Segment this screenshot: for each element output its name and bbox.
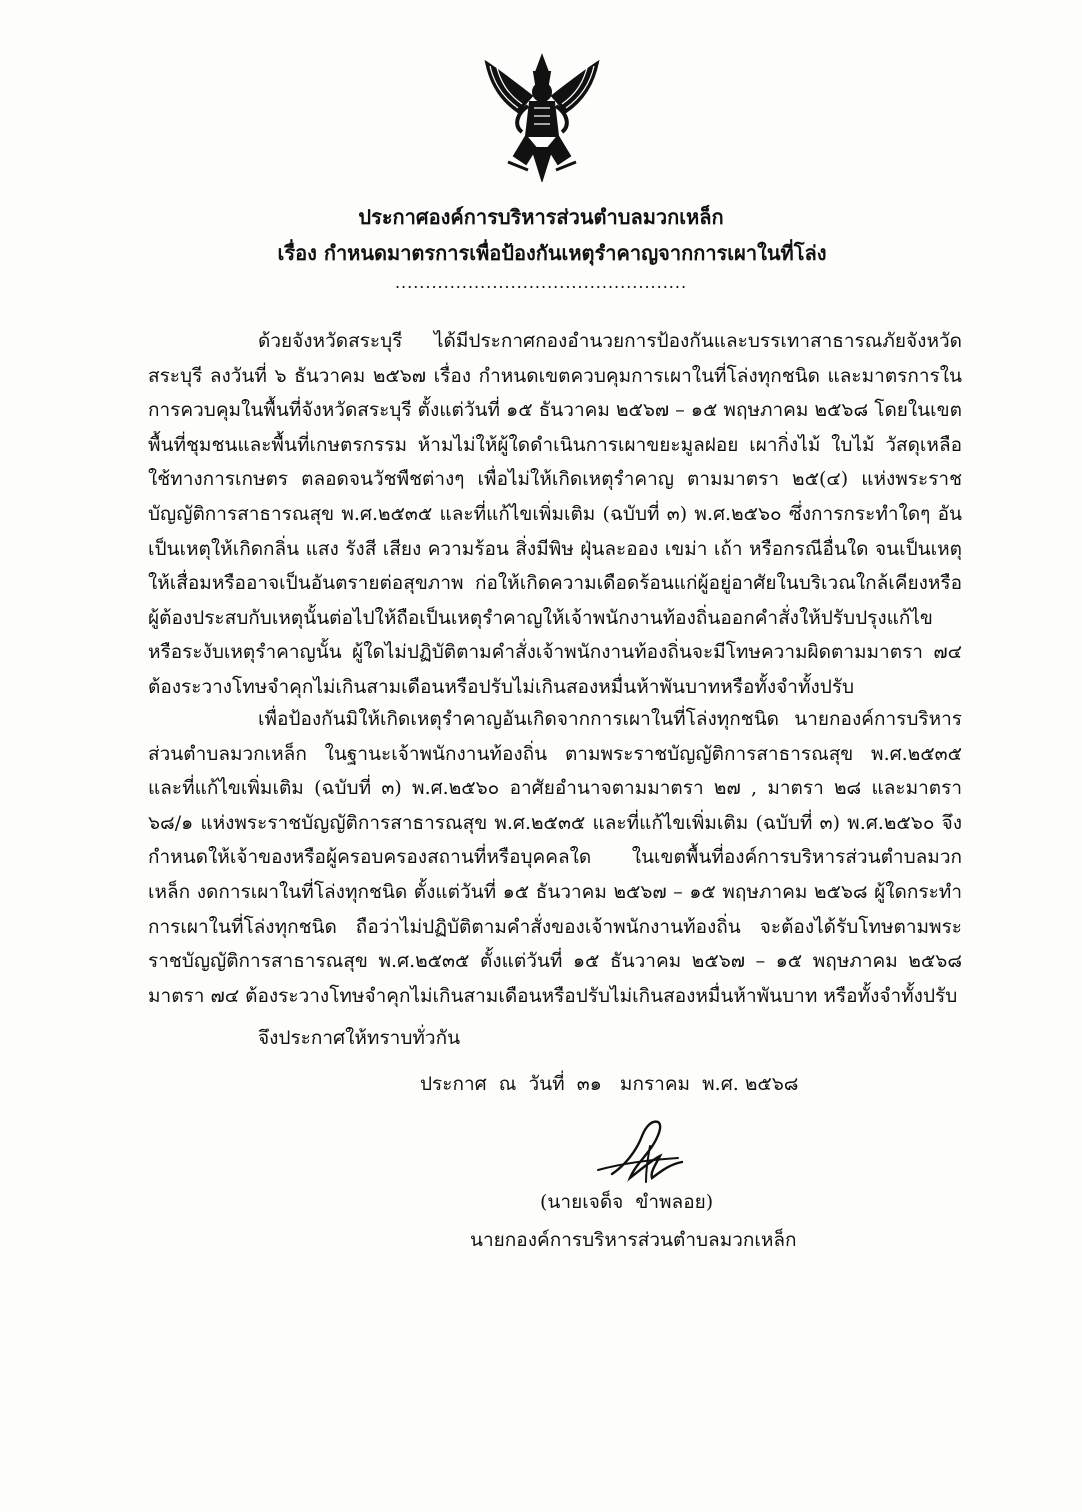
handwritten-signature-icon xyxy=(590,1112,700,1192)
signer-position: นายกองค์การบริหารส่วนตำบลมวกเหล็ก xyxy=(470,1229,797,1251)
title-separator: ................................................ xyxy=(394,273,688,292)
signer-name: (นายเจด็จ ขำพลอย) xyxy=(540,1191,714,1213)
body-paragraph-1: ด้วยจังหวัดสระบุรี ได้มีประกาศกองอำนวยการป้องกันและบรรเทาสาธารณภัยจังหวัดสระบุรี ลงวันที่ ๖ ธันวาคม ๒๕๖๗ เรื่อง กำหนดเขตควบคุมการเผาในที่โล่งทุกชนิด และมาตรการในการควบคุมในพื้นที่จังหวัดสระบุรี ตั้งแต่วันที่ ๑๕ ธันวาคม ๒๕๖๗ – ๑๕ พฤษภาคม ๒๕๖๘ โดยในเขตพื้นที่ชุมชนและพื้นที่เกษตรกรรม ห้ามไม่ให้ผู้ใดดำเนินการเผาขยะมูลฝอย เผากิ่งไม้ ใบไม้ วัสดุเหลือใช้ทางการเกษตร ตลอดจนวัชพืชต่างๆ เพื่อไม่ให้เกิดเหตุรำคาญ ตามมาตรา ๒๕(๔) แห่งพระราชบัญญัติการสาธารณสุข พ.ศ.๒๕๓๕ และที่แก้ไขเพิ่มเติม (ฉบับที่ ๓) พ.ศ.๒๕๖๐ ซึ่งการกระทำใดๆ อันเป็นเหตุให้เกิดกลิ่น แสง รังสี เสียง ความร้อน สิ่งมีพิษ ฝุ่นละออง เขม่า เถ้า หรือกรณีอื่นใด จนเป็นเหตุให้เสื่อมหรืออาจเป็นอันตรายต่อสุขภาพ ก่อให้เกิดความเดือดร้อนแก่ผู้อยู่อาศัยในบริเวณใกล้เคียงหรือผู้ต้องประสบกับเหตุนั้นต่อไปให้ถือเป็นเหตุรำคาญให้เจ้าพนักงานท้องถิ่นออกคำสั่งให้ปรับปรุงแก้ไขหรือระงับเหตุรำคาญนั้น ผู้ใดไม่ปฏิบัติตามคำสั่งเจ้าพนักงานท้องถิ่นจะมีโทษความผิดตามมาตรา ๗๔ ต้องระวางโทษจำคุกไม่เกินสามเดือนหรือปรับไม่เกินสองหมื่นห้าพันบาทหรือทั้งจำทั้งปรับ xyxy=(148,330,962,698)
closing-statement: จึงประกาศให้ทราบทั่วกัน xyxy=(258,1027,461,1049)
body-paragraph-2: เพื่อป้องกันมิให้เกิดเหตุรำคาญอันเกิดจากการเผาในที่โล่งทุกชนิด นายกองค์การบริหารส่วนตำบลมวกเหล็ก ในฐานะเจ้าพนักงานท้องถิ่น ตามพระราชบัญญัติการสาธารณสุข พ.ศ.๒๕๓๕ และที่แก้ไขเพิ่มเติม (ฉบับที่ ๓) พ.ศ.๒๕๖๐ อาศัยอำนาจตามมาตรา ๒๗ , มาตรา ๒๘ และมาตรา ๖๘/๑ แห่งพระราชบัญญัติการสาธารณสุข พ.ศ.๒๕๓๕ และที่แก้ไขเพิ่มเติม (ฉบับที่ ๓) พ.ศ.๒๕๖๐ จึงกำหนดให้เจ้าของหรือผู้ครอบครองสถานที่หรือบุคคลใด ในเขตพื้นที่องค์การบริหารส่วนตำบลมวกเหล็ก งดการเผาในที่โล่งทุกชนิด ตั้งแต่วันที่ ๑๕ ธันวาคม ๒๕๖๗ – ๑๕ พฤษภาคม ๒๕๖๘ ผู้ใดกระทำการเผาในที่โล่งทุกชนิด ถือว่าไม่ปฏิบัติตามคำสั่งของเจ้าพนักงานท้องถิ่น จะต้องได้รับโทษตามพระราชบัญญัติการสาธารณสุข พ.ศ.๒๕๓๕ ตั้งแต่วันที่ ๑๕ ธันวาคม ๒๕๖๗ – ๑๕ พฤษภาคม ๒๕๖๘ มาตรา ๗๔ ต้องระวางโทษจำคุกไม่เกินสามเดือนหรือปรับไม่เกินสองหมื่นห้าพันบาท หรือทั้งจำทั้งปรับ xyxy=(148,708,962,1007)
announcement-date: ประกาศ ณ วันที่ ๓๑ มกราคม พ.ศ. ๒๕๖๘ xyxy=(420,1073,799,1095)
announcement-title: ประกาศองค์การบริหารส่วนตำบลมวกเหล็ก xyxy=(358,205,724,229)
announcement-subject: เรื่อง กำหนดมาตรการเพื่อป้องกันเหตุรำคาญจากการเผาในที่โล่ง xyxy=(277,241,827,265)
garuda-emblem-icon xyxy=(480,52,604,182)
